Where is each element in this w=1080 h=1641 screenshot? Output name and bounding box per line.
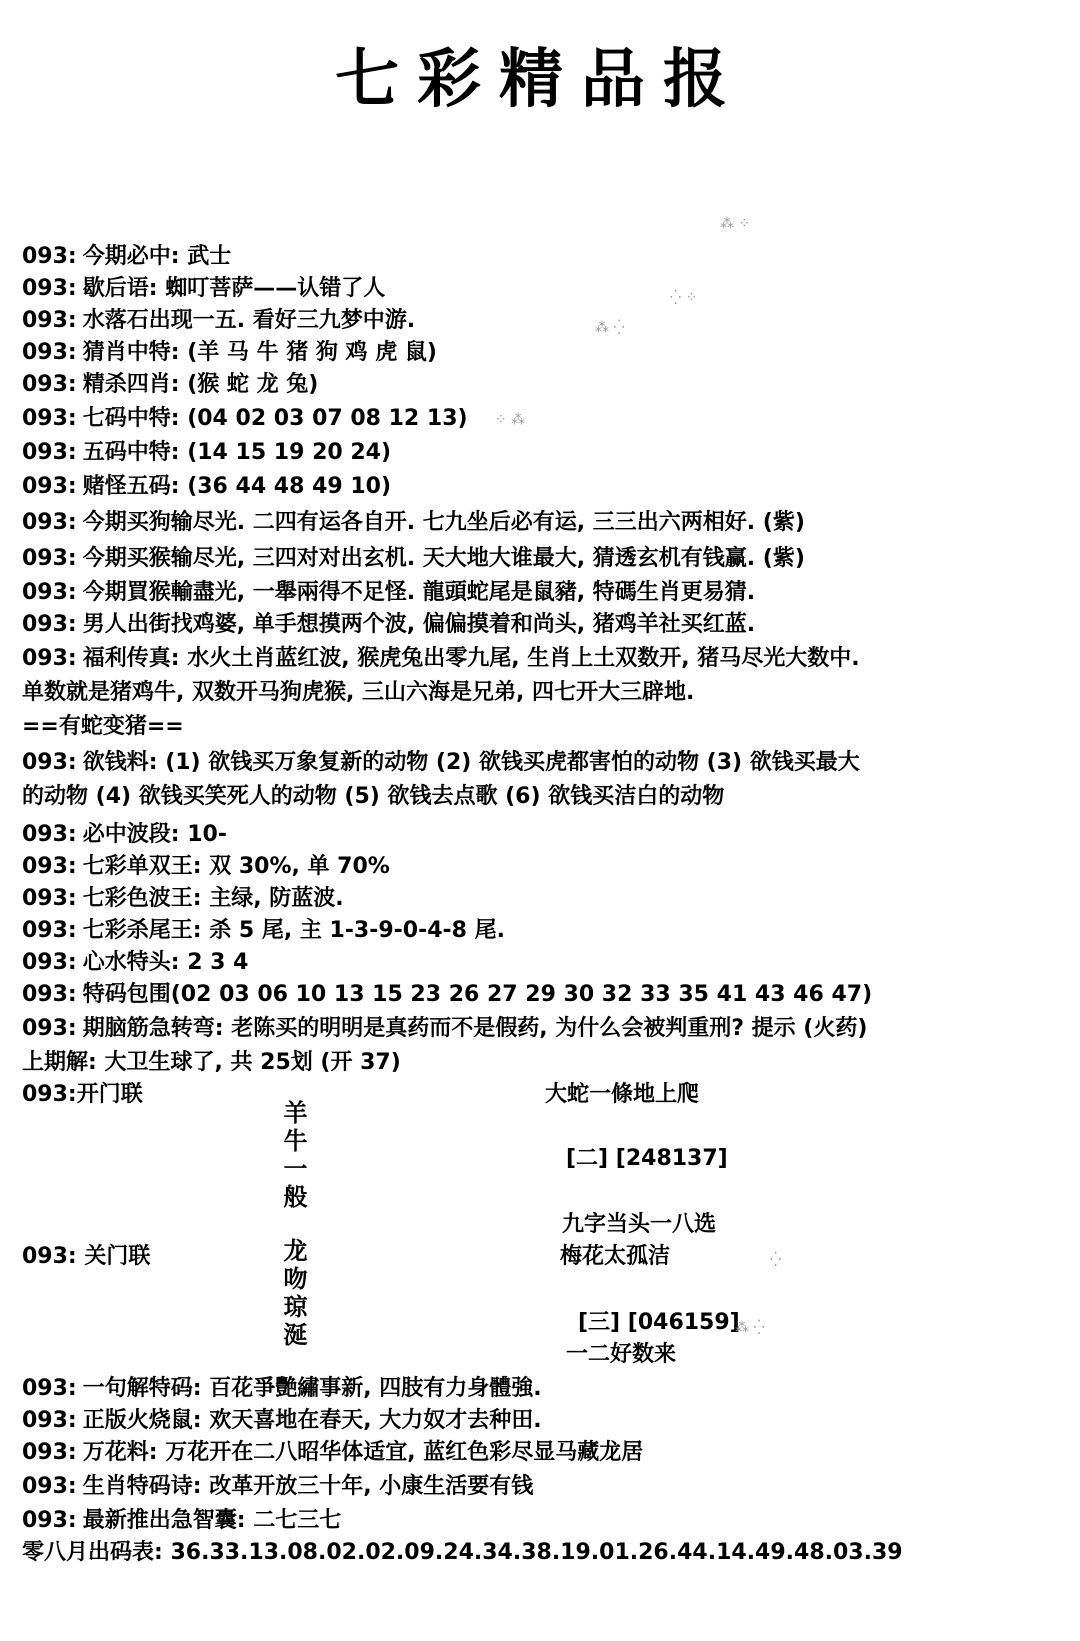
line-text: 精杀四肖: (猴 蛇 龙 兔)	[82, 372, 319, 397]
issue-prefix: 093:	[22, 580, 77, 605]
text-line	[22, 406, 468, 432]
line-text: 期脑筋急转弯: 老陈买的明明是真药而不是假药, 为什么会被判重刑? 提示 (火药)	[82, 1016, 868, 1041]
riddle-line-2b: 梅花太孤洁	[560, 1244, 671, 1269]
line-text: 七彩杀尾王: 杀 5 尾, 主 1-3-9-0-4-8 尾.	[82, 918, 506, 943]
scan-smudge: ⁘ ⁂	[495, 412, 526, 428]
text-line	[22, 440, 391, 466]
issue-prefix: 093:	[22, 1376, 77, 1401]
text-line	[22, 918, 505, 944]
line-text: 正版火烧鼠: 欢天喜地在春天, 大力奴才去种田.	[82, 1408, 542, 1433]
issue-prefix: 093:	[22, 854, 77, 879]
line-text: 七彩单双王: 双 30%, 单 70%	[82, 854, 390, 879]
riddle-line-1: 大蛇一條地上爬	[545, 1082, 700, 1107]
bottom-line	[22, 1540, 903, 1566]
issue-prefix: 093:	[22, 1508, 77, 1533]
issue-prefix: 093:	[22, 276, 77, 301]
text-line	[22, 950, 248, 976]
issue-prefix: 093:	[22, 372, 77, 397]
line-text: 万花料: 万花开在二八昭华体适宜, 蓝红色彩尽显马藏龙居	[82, 1440, 644, 1465]
issue-prefix: 093:	[22, 982, 77, 1007]
text-line	[22, 308, 415, 334]
text-line	[22, 1016, 867, 1042]
text-line	[22, 680, 694, 706]
line-text: 七彩色波王: 主绿, 防蓝波.	[82, 886, 344, 911]
line-text: 上期解: 大卫生球了, 共 25划 (开 37)	[22, 1050, 401, 1075]
issue-prefix: 093:	[22, 244, 77, 269]
line-text: 水落石出现一五. 看好三九梦中游.	[82, 308, 416, 333]
issue-prefix: 093:	[22, 308, 77, 333]
code-line-2: [三] [046159]	[578, 1310, 740, 1335]
open-couplet-label: 093:开门联	[22, 1082, 143, 1107]
issue-prefix: 093:	[22, 950, 77, 975]
line-text: 今期买猴输尽光, 三四对对出玄机. 天大地大谁最大, 猜透玄机有钱赢. (紫)	[82, 546, 805, 571]
scan-smudge: ⁂ ⁛	[735, 1320, 765, 1336]
line-text: 今期买狗输尽光. 二四有运各自开. 七九坐后必有运, 三三出六两相好. (紫)	[82, 510, 805, 535]
issue-prefix: 093:	[22, 1016, 77, 1041]
issue-prefix: 093:	[22, 822, 77, 847]
line-text: 五码中特: (14 15 19 20 24)	[82, 440, 392, 465]
line-text: 今期買猴輸盡光, 一舉兩得不足怪. 龍頭蛇尾是鼠豬, 特碼生肖更易猜.	[82, 580, 756, 605]
issue-prefix: 093:	[22, 546, 77, 571]
close-couplet-vertical: 龙吻琼涎	[279, 1238, 307, 1350]
code-line-1: [二] [248137]	[566, 1146, 728, 1171]
line-text: 零八月出码表: 36.33.13.08.02.02.09.24.34.38.19.01.26.44.14.49.48.03.39	[22, 1540, 903, 1565]
open-couplet-vertical: 羊牛一般	[279, 1100, 307, 1212]
line-text: 猜肖中特: (羊 马 牛 猪 狗 鸡 虎 鼠)	[82, 340, 437, 365]
issue-prefix: 093:	[22, 474, 77, 499]
text-line	[22, 646, 860, 672]
line-text: 的动物 (4) 欲钱买笑死人的动物 (5) 欲钱去点歌 (6) 欲钱买洁白的动物	[22, 784, 725, 809]
text-line	[22, 982, 872, 1008]
issue-prefix: 093:	[22, 918, 77, 943]
issue-prefix: 093:	[22, 646, 77, 671]
line-text: 今期必中: 武士	[82, 244, 232, 269]
text-line	[22, 1050, 401, 1076]
line-text: 心水特头: 2 3 4	[82, 950, 249, 975]
scan-smudge: ⁛ ⁘	[670, 290, 698, 306]
issue-prefix: 093:	[22, 1408, 77, 1433]
bottom-line	[22, 1508, 341, 1534]
line-text: 福利传真: 水火土肖蓝红波, 猴虎兔出零九尾, 生肖上土双数开, 猪马尽光大数中.	[82, 646, 860, 671]
text-line	[22, 822, 227, 848]
line-text: 一句解特码: 百花爭艷繡事新, 四肢有力身體強.	[82, 1376, 542, 1401]
bottom-line	[22, 1474, 533, 1500]
line-text: 单数就是猪鸡牛, 双数开马狗虎猴, 三山六海是兄弟, 四七开大三辟地.	[22, 680, 695, 705]
close-couplet-label: 093: 关门联	[22, 1244, 151, 1269]
text-line	[22, 474, 391, 500]
line-text: ==有蛇变猪==	[22, 714, 184, 739]
text-line	[22, 612, 755, 638]
issue-prefix: 093:	[22, 612, 77, 637]
text-line	[22, 372, 318, 398]
page-title: 七彩精品报	[335, 42, 745, 117]
line-text: 特码包围(02 03 06 10 13 15 23 26 27 29 30 32 33 35 41 43 46 47)	[82, 982, 873, 1007]
issue-prefix: 093:	[22, 1440, 77, 1465]
text-line	[22, 854, 390, 880]
bottom-line	[22, 1440, 643, 1466]
text-line	[22, 784, 724, 810]
line-text: 必中波段: 10-	[82, 822, 227, 847]
line-text: 赌怪五码: (36 44 48 49 10)	[82, 474, 392, 499]
text-line	[22, 276, 385, 302]
issue-prefix: 093:	[22, 510, 77, 535]
bottom-line	[22, 1376, 542, 1402]
text-line	[22, 340, 437, 366]
text-line	[22, 580, 755, 606]
text-line	[22, 714, 184, 740]
riddle-line-3: 一二好数来	[566, 1342, 677, 1367]
line-text: 最新推出急智囊: 二七三七	[82, 1508, 342, 1533]
text-line	[22, 886, 344, 912]
text-line	[22, 750, 860, 776]
issue-prefix: 093:	[22, 340, 77, 365]
line-text: 生肖特码诗: 改革开放三十年, 小康生活要有钱	[82, 1474, 534, 1499]
issue-prefix: 093:	[22, 406, 77, 431]
issue-prefix: 093:	[22, 1474, 77, 1499]
line-text: 男人出街找鸡婆, 单手想摸两个波, 偏偏摸着和尚头, 猪鸡羊社买红蓝.	[82, 612, 756, 637]
text-line	[22, 546, 805, 572]
bottom-line	[22, 1408, 542, 1434]
line-text: 七码中特: (04 02 03 07 08 12 13)	[82, 406, 468, 431]
scan-smudge: ⁂ ⁘	[720, 216, 751, 232]
riddle-line-2a: 九字当头一八选	[562, 1212, 717, 1237]
issue-prefix: 093:	[22, 886, 77, 911]
text-line	[22, 244, 231, 270]
line-text: 欲钱料: (1) 欲钱买万象复新的动物 (2) 欲钱买虎都害怕的动物 (3) 欲钱买最大	[82, 750, 860, 775]
scan-smudge: ⁂ ⁛	[595, 320, 625, 336]
text-line	[22, 510, 805, 536]
line-text: 歇后语: 蜘叮菩萨——认错了人	[82, 276, 386, 301]
scan-smudge: ⁛	[770, 1252, 782, 1268]
issue-prefix: 093:	[22, 750, 77, 775]
issue-prefix: 093:	[22, 440, 77, 465]
